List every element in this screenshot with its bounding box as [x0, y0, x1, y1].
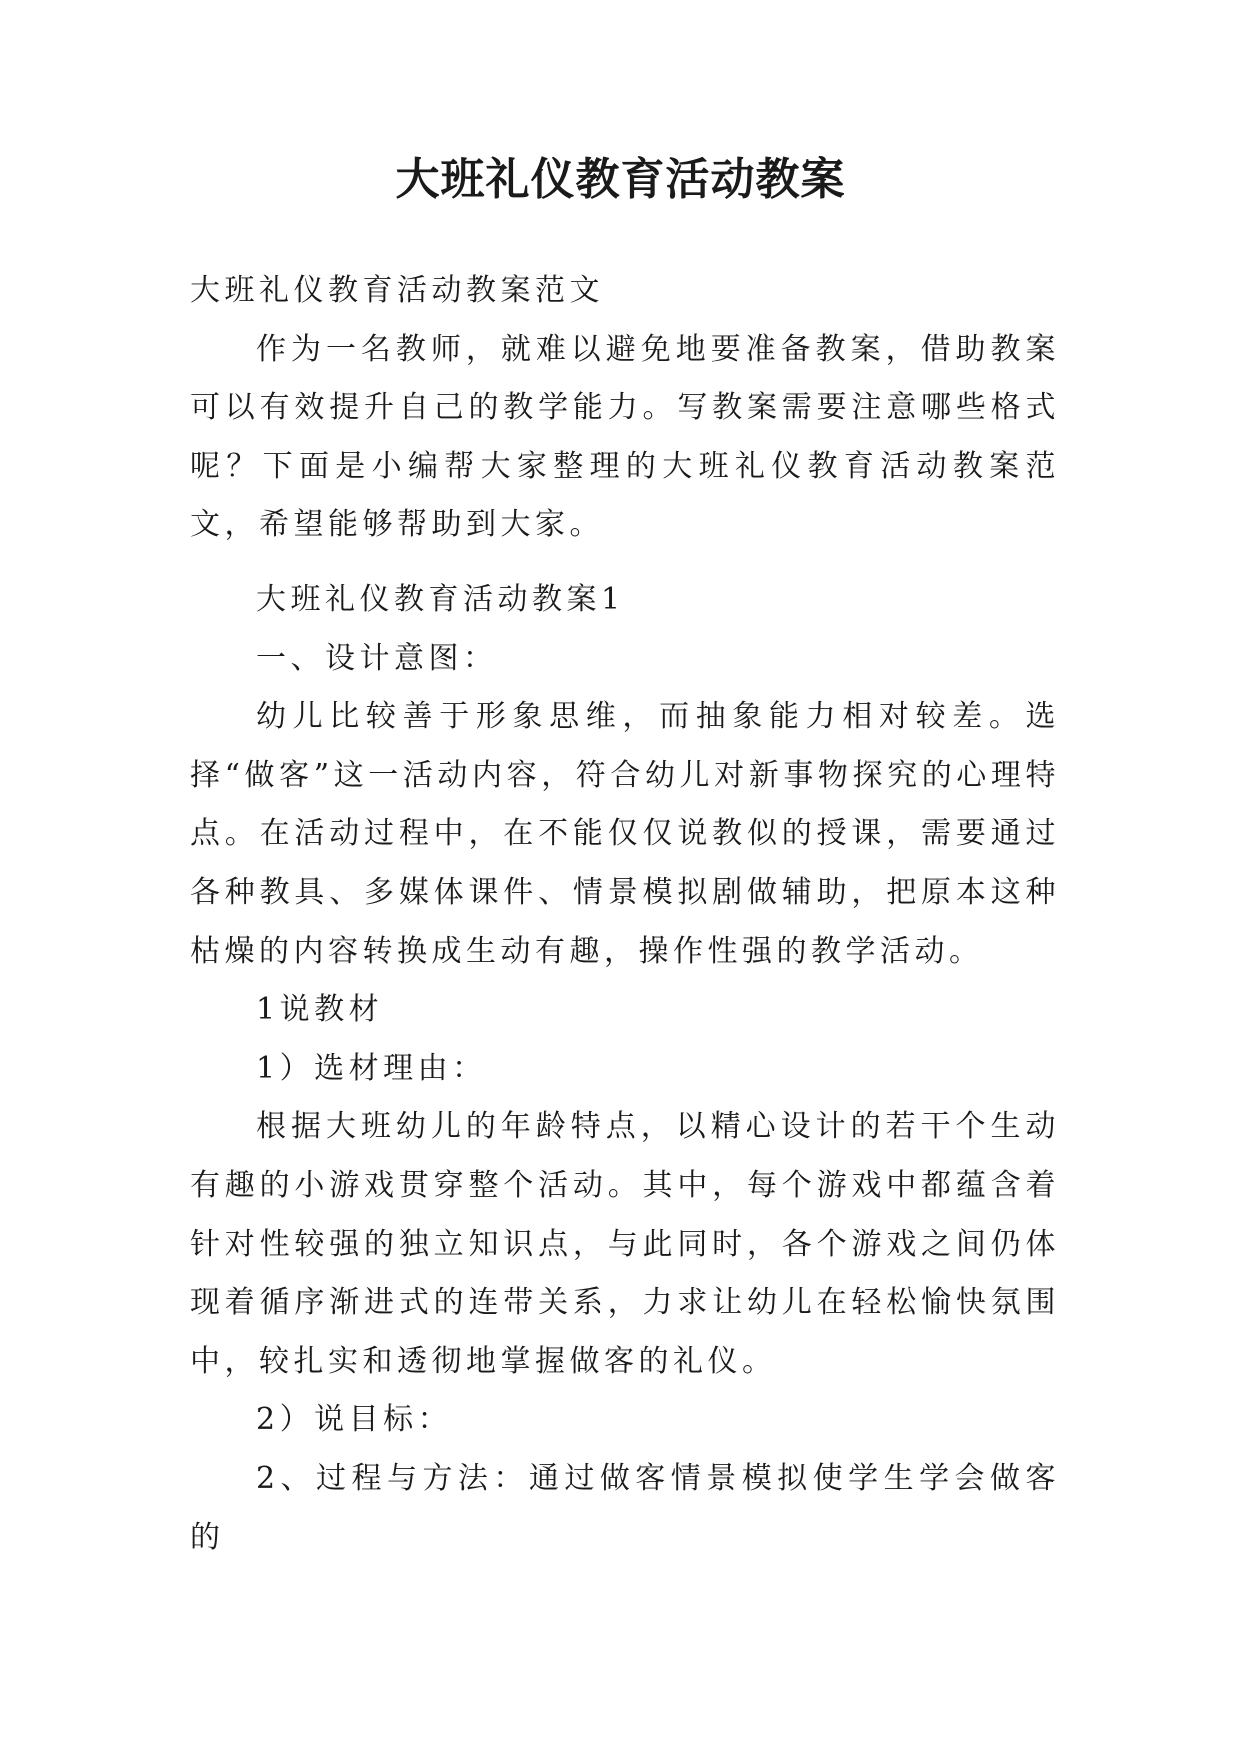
intro-paragraph: 作为一名教师，就难以避免地要准备教案，借助教案可以有效提升自己的教学能力。写教案需要注意哪些格式呢？下面是小编帮大家整理的大班礼仪教育活动教案范文，希望能够帮助到大家。: [190, 331, 1060, 543]
heading-material: 1说教材: [256, 992, 384, 1028]
heading-reason: 1）选材理由：: [256, 1050, 487, 1086]
page-title: 大班礼仪教育活动教案: [395, 154, 846, 205]
subtitle: 大班礼仪教育活动教案范文: [190, 273, 604, 308]
heading-goal: 2）说目标：: [256, 1402, 453, 1438]
section-title: 大班礼仪教育活动教案1: [256, 582, 625, 617]
document-body-main: [190, 571, 1060, 1567]
document-body-intro: [190, 262, 1060, 555]
paragraph-design: 幼儿比较善于形象思维，而抽象能力相对较差。选择“做客”这一活动内容，符合幼儿对新事物探究的心理特点。在活动过程中，在不能仅仅说教似的授课，需要通过各种教具、多媒体课件、情景模拟剧做辅助，把原本这种枯燥的内容转换成生动有趣，操作性强的教学活动。: [190, 699, 1060, 969]
paragraph-process: 2、过程与方法：通过做客情景模拟使学生学会做客的: [190, 1460, 1060, 1555]
paragraph-reason: 根据大班幼儿的年龄特点，以精心设计的若干个生动有趣的小游戏贯穿整个活动。其中，每个游戏中都蕴含着针对性较强的独立知识点，与此同时，各个游戏之间仍体现着循序渐进式的连带关系，力求让幼儿在轻松愉快氛围中，较扎实和透彻地掌握做客的礼仪。: [190, 1109, 1060, 1379]
heading-design: 一、设计意图：: [256, 640, 498, 676]
